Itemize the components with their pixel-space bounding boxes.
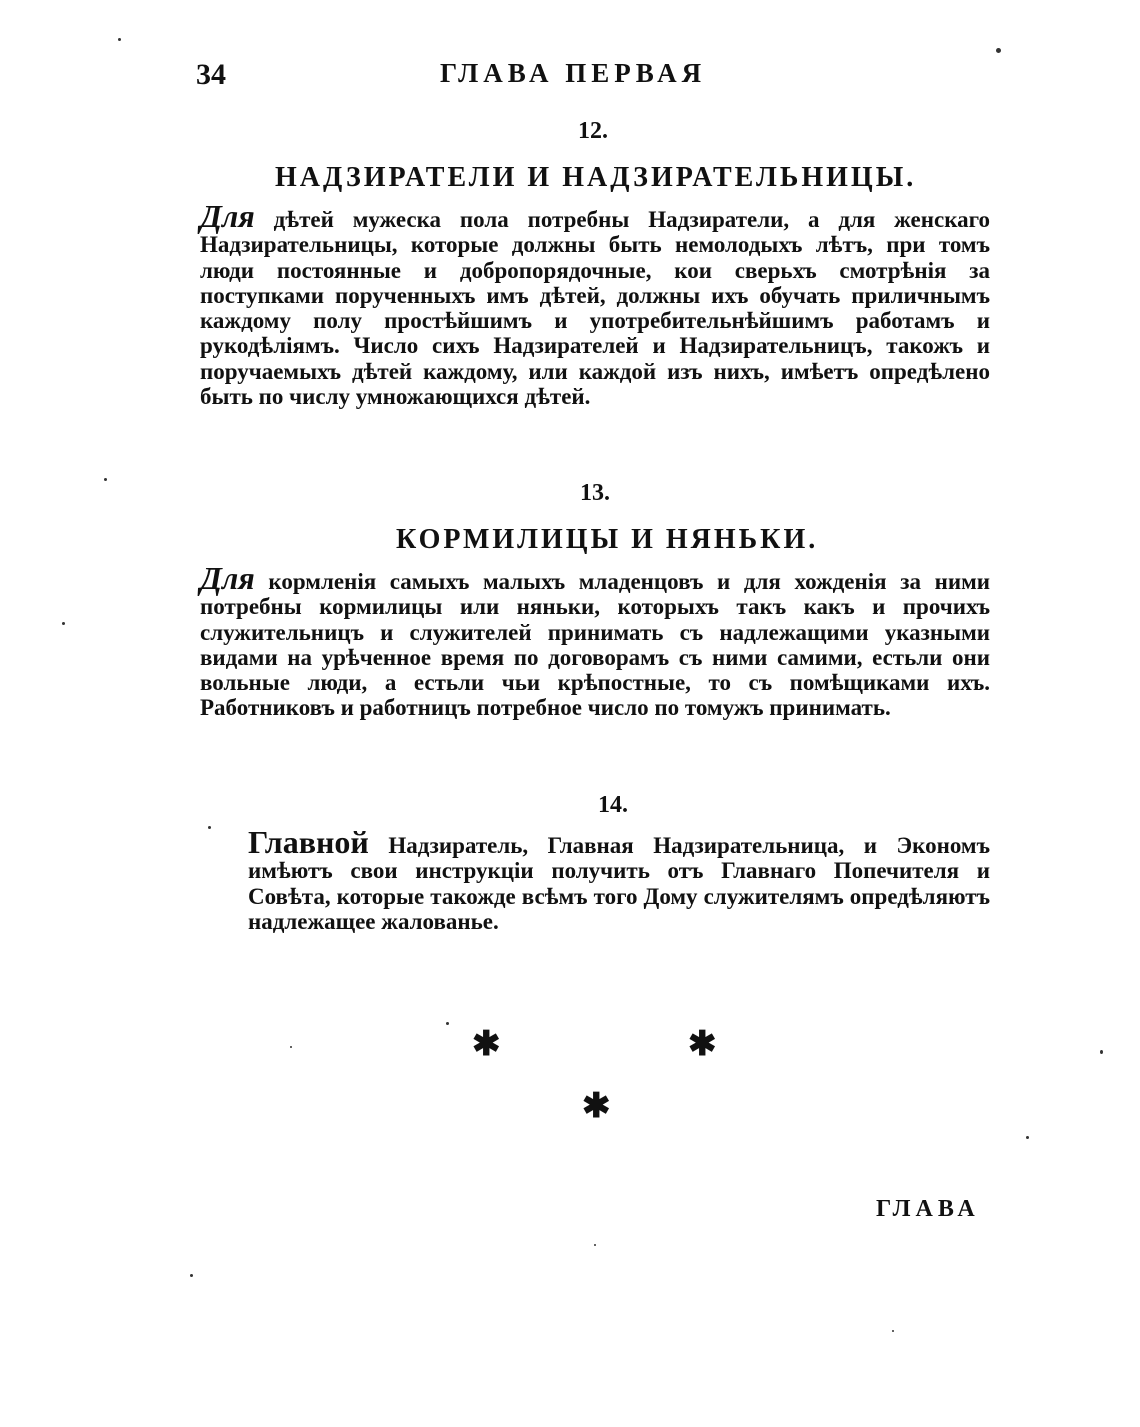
scan-speck (446, 1022, 449, 1025)
section-title-12: НАДЗИРАТЕЛИ И НАДЗИРАТЕЛЬНИЦЫ. (275, 162, 917, 193)
ornament-star-right: ✱ (688, 1026, 717, 1063)
section-number-13: 13. (580, 480, 610, 506)
paragraph-text-14: Надзиратель, Главная Надзирательница, и Экономъ имѣютъ свои инструкціи получить отъ Главнаго Попечителя и Совѣта, которые такожде всѣмъ того Дому служителямъ опредѣляютъ надлежащее жалованье. (248, 833, 990, 934)
scan-speck (1026, 1136, 1029, 1139)
catchword: ГЛАВА (876, 1196, 980, 1222)
section-paragraph-13 (200, 560, 991, 721)
paragraph-text-13: кормленія самыхъ малыхъ младенцовъ и для хожденія за ними потребны кормилицы или няньки, которыхъ такъ какъ и прочихъ служительницъ и служителей принимать съ надлежащими указными видами на урѣченное время по договорамъ съ ними самими, естьли они вольные люди, а естьли чьи крѣпостные, то съ помѣщиками ихъ. Работниковъ и работницъ потребное число по томужъ принимать. (200, 569, 991, 721)
running-head: ГЛАВА ПЕРВАЯ (440, 58, 707, 88)
section-number-12: 12. (578, 118, 608, 144)
paragraph-lead-14: Главной (248, 824, 369, 860)
scan-speck (290, 1046, 292, 1048)
scan-speck (1100, 1050, 1103, 1054)
section-number-14: 14. (598, 792, 628, 818)
paragraph-lead-12: Для (200, 198, 255, 234)
scan-speck (118, 38, 121, 41)
section-paragraph-12 (200, 198, 991, 410)
scan-speck (62, 622, 65, 625)
paragraph-lead-13: Для (200, 560, 255, 596)
scan-speck (190, 1274, 193, 1277)
scan-speck (208, 826, 211, 829)
scan-speck (892, 1330, 894, 1332)
ornament-star-bottom: ✱ (582, 1088, 611, 1125)
scan-speck (996, 48, 1001, 53)
ornament-star-left: ✱ (472, 1026, 501, 1063)
scan-speck (594, 1244, 596, 1246)
section-title-13: КОРМИЛИЦЫ И НЯНЬКИ. (396, 524, 819, 555)
scan-speck (104, 478, 107, 481)
page-number: 34 (196, 58, 226, 91)
section-paragraph-14 (248, 824, 990, 934)
paragraph-text-12: дѣтей мужеска пола потребны Надзиратели, а для женскаго Надзирательницы, которые должны быть немолодыхъ лѣтъ, при томъ люди постоянные и добропорядочные, кои сверьхъ смотрѣнія за поступками порученныхъ имъ дѣтей, должны ихъ обучать приличнымъ каждому полу простѣйшимъ и употребительнѣйшимъ работамъ и рукодѣліямъ. Число сихъ Надзирателей и Надзирательницъ, такожъ и поручаемыхъ дѣтей каждому, или каждой изъ нихъ, имѣетъ опредѣлено быть по числу умножающихся дѣтей. (200, 207, 991, 410)
